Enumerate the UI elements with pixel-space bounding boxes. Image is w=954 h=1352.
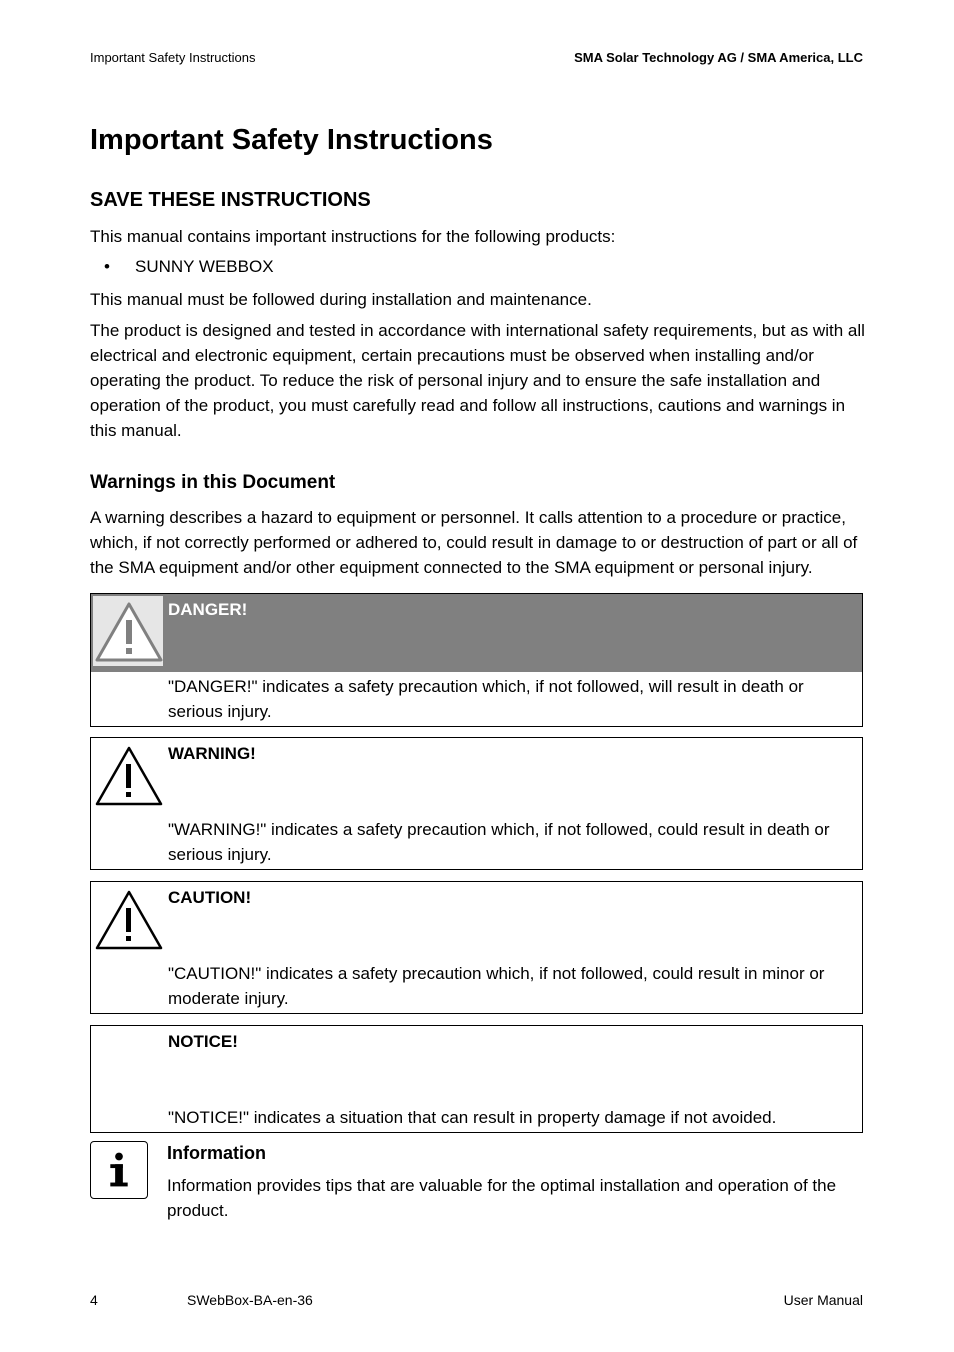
information-title: Information [167, 1143, 266, 1163]
danger-text: "DANGER!" indicates a safety precaution which, if not followed, will result in death or serious injury. [168, 677, 804, 721]
caution-title: CAUTION! [168, 888, 252, 907]
document-type: User Manual [783, 1292, 863, 1308]
section-intro: This manual contains important instructions for the following products: [90, 227, 616, 246]
danger-box [90, 593, 863, 727]
follow-note: This manual must be followed during installation and maintenance. [90, 290, 592, 309]
running-header-right: SMA Solar Technology AG / SMA America, LLC [574, 50, 863, 65]
warning-text: "WARNING!" indicates a safety precaution which, if not followed, could result in death or serious injury. [168, 820, 830, 864]
section-heading: SAVE THESE INSTRUCTIONS [90, 189, 371, 211]
danger-header [91, 594, 862, 672]
document-code: SWebBox-BA-en-36 [187, 1292, 313, 1308]
caution-text: "CAUTION!" indicates a safety precaution which, if not followed, could result in minor or moderate injury. [168, 964, 825, 1008]
warning-triangle-icon [95, 742, 163, 806]
caution-triangle-icon [95, 886, 163, 950]
product-name: SUNNY WEBBOX [135, 257, 274, 276]
warning-box [90, 737, 863, 870]
notice-title: NOTICE! [168, 1032, 238, 1051]
bullet-mark: • [104, 257, 110, 276]
warnings-intro: A warning describes a hazard to equipment or personnel. It calls attention to a procedure or practice, which, if not correctly performed or adhered to, could result in damage to or destruction of part or all of the SMA equipment and/or other equipment connected to the SMA equipment or personal injury. [90, 508, 858, 577]
page-number: 4 [90, 1292, 98, 1308]
danger-title: DANGER! [168, 600, 248, 619]
running-header-left: Important Safety Instructions [90, 50, 256, 65]
information-text: Information provides tips that are valuable for the optimal installation and operation of the product. [167, 1176, 837, 1220]
notice-box [90, 1025, 863, 1133]
safety-paragraph: The product is designed and tested in accordance with international safety requirements, but as with all electrical and electronic equipment, certain precautions must be observed when installing and/or operating the product. To reduce the risk of personal injury and to ensure the safe installation and operation of the product, you must carefully read and follow all instructions, cautions and warnings in this manual. [90, 321, 865, 440]
warning-triangle-icon [95, 598, 163, 662]
page-title: Important Safety Instructions [90, 124, 493, 156]
warnings-heading: Warnings in this Document [90, 472, 336, 493]
caution-box [90, 881, 863, 1014]
warning-title: WARNING! [168, 744, 256, 763]
info-icon [90, 1141, 148, 1199]
notice-text: "NOTICE!" indicates a situation that can result in property damage if not avoided. [168, 1108, 777, 1127]
